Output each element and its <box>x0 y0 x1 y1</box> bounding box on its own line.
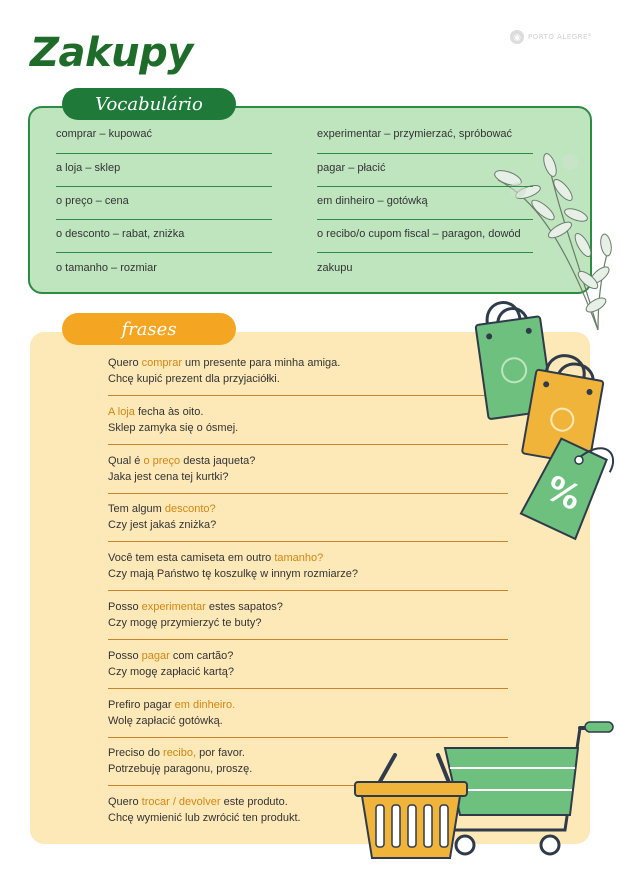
phrase-portuguese <box>108 355 340 371</box>
phrase-text: Quero <box>108 357 142 369</box>
phrase-text: Preciso do <box>108 747 164 759</box>
phrase-text: Posso <box>108 650 142 662</box>
phrase-divider <box>108 395 508 396</box>
vocab-divider <box>56 153 272 154</box>
shopping-cart-illustration <box>350 720 615 865</box>
shopping-bags-illustration <box>470 295 620 545</box>
phrase-text: Posso <box>108 601 142 613</box>
phrase-portuguese <box>108 794 301 810</box>
phrase-portuguese <box>108 697 235 713</box>
vocab-item: o recibo/o cupom fiscal – paragon, dowód <box>317 228 521 240</box>
phrase-text: este produto. <box>220 796 288 808</box>
phrase-keyword: desconto? <box>164 503 216 515</box>
vocab-divider <box>56 252 272 253</box>
phrase-item <box>108 745 252 777</box>
phrase-polish: Czy jest jakaś zniżka? <box>108 519 217 531</box>
logo <box>510 30 592 44</box>
phrase-portuguese <box>108 745 252 761</box>
vocab-item: comprar – kupować <box>56 128 152 140</box>
vocab-item: o tamanho – rozmiar <box>56 262 157 274</box>
percent-tag-symbol: % <box>539 468 588 519</box>
phrase-divider <box>108 444 508 445</box>
phrase-divider <box>108 688 508 689</box>
phrase-item <box>108 697 235 729</box>
vocab-divider <box>56 186 272 187</box>
vocab-divider <box>317 252 533 253</box>
phrase-item <box>108 355 340 387</box>
phrase-polish: Chcę wymienić lub zwrócić ten produkt. <box>108 812 301 824</box>
vocab-item: experimentar – przymierzać, spróbować <box>317 128 513 140</box>
phrases-label: frases <box>62 313 236 345</box>
vocab-item: o preço – cena <box>56 195 129 207</box>
phrase-keyword: trocar / devolver <box>141 796 221 808</box>
vocab-divider <box>317 153 533 154</box>
vocab-item: pagar – płacić <box>317 162 386 174</box>
phrase-item <box>108 794 301 826</box>
phrase-item <box>108 501 216 533</box>
phrase-portuguese <box>108 648 234 664</box>
vocab-item: em dinheiro – gotówką <box>317 195 428 207</box>
vocab-divider <box>317 186 533 187</box>
vocab-item: zakupu <box>317 262 353 274</box>
phrase-polish: Czy mogę przymierzyć te buty? <box>108 617 262 629</box>
phrase-text: estes sapatos? <box>205 601 283 613</box>
phrase-item <box>108 648 234 680</box>
phrase-divider <box>108 493 508 494</box>
phrase-keyword: A loja <box>108 406 135 418</box>
phrase-divider <box>108 541 508 542</box>
phrase-text: Prefiro pagar <box>108 699 175 711</box>
phrase-item <box>108 453 255 485</box>
logo-icon: ◉ <box>510 30 524 44</box>
phrase-text: por favor. <box>196 747 245 759</box>
vocab-item: o desconto – rabat, zniżka <box>56 228 185 240</box>
phrase-keyword: tamanho? <box>274 552 324 564</box>
phrase-keyword: recibo, <box>163 747 197 759</box>
phrase-text: Tem algum <box>108 503 165 515</box>
vocab-item: a loja – sklep <box>56 162 121 174</box>
phrase-divider <box>108 639 508 640</box>
phrase-portuguese <box>108 550 358 566</box>
phrase-item <box>108 404 238 436</box>
phrase-keyword: experimentar <box>141 601 206 613</box>
phrase-polish: Czy mogę zapłacić kartą? <box>108 666 234 678</box>
phrase-portuguese <box>108 404 238 420</box>
phrase-keyword: em dinheiro. <box>174 699 236 711</box>
phrase-keyword: o preço <box>143 455 181 467</box>
phrase-polish: Wolę zapłacić gotówką. <box>108 715 223 727</box>
logo-text: PORTO ALEGRE° <box>528 33 592 41</box>
phrase-divider <box>108 590 508 591</box>
phrase-portuguese <box>108 501 216 517</box>
vocabulary-label: Vocabulário <box>62 88 236 120</box>
phrase-text: Qual é <box>108 455 144 467</box>
phrase-text: desta jaqueta? <box>180 455 256 467</box>
vocab-divider <box>56 219 272 220</box>
phrase-item <box>108 599 283 631</box>
phrase-polish: Sklep zamyka się o ósmej. <box>108 422 239 434</box>
phrase-text: fecha às oito. <box>134 406 204 418</box>
phrase-keyword: pagar <box>141 650 170 662</box>
phrase-text: Você tem esta camiseta em outro <box>108 552 275 564</box>
phrase-polish: Czy mają Państwo tę koszulkę w innym rozmiarze? <box>108 568 359 580</box>
phrase-portuguese <box>108 453 255 469</box>
phrase-text: um presente para minha amiga. <box>181 357 341 369</box>
phrase-text: Quero <box>108 796 142 808</box>
phrase-polish: Potrzebuję paragonu, proszę. <box>108 763 253 775</box>
phrase-item <box>108 550 358 582</box>
phrase-polish: Jaka jest cena tej kurtki? <box>108 471 229 483</box>
phrase-portuguese <box>108 599 283 615</box>
page-title: Zakupy <box>30 30 193 76</box>
phrase-keyword: comprar <box>141 357 182 369</box>
phrase-polish: Chcę kupić prezent dla przyjaciółki. <box>108 373 280 385</box>
vocab-divider <box>317 219 533 220</box>
phrase-text: com cartão? <box>169 650 234 662</box>
